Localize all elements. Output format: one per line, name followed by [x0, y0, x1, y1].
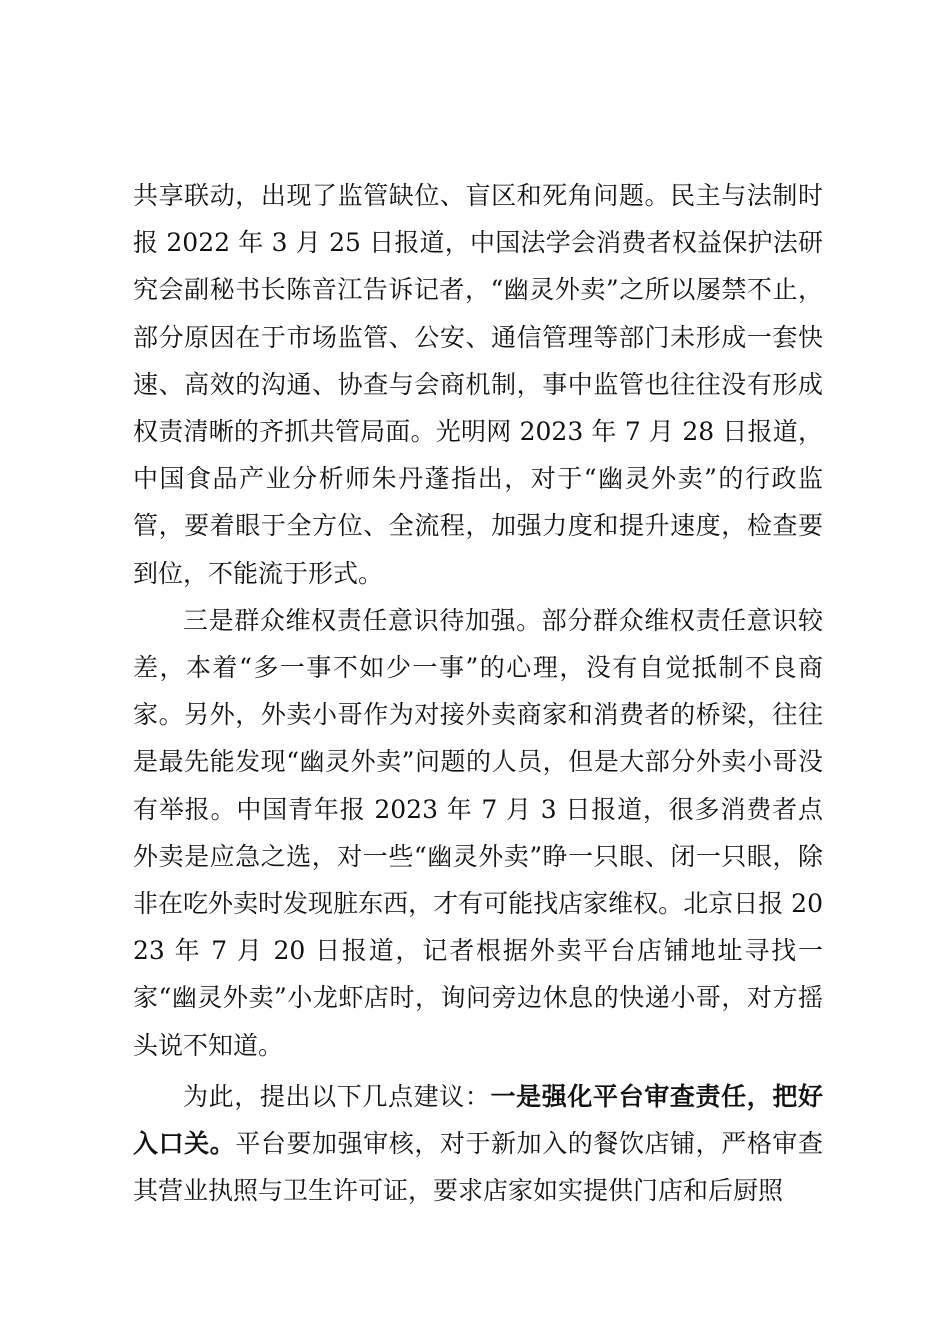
suggestion-one-heading: 一是强化平台审查责任，把好入口关。: [133, 1081, 823, 1159]
paragraph-supervision-gap: 共享联动，出现了监管缺位、盲区和死角问题。民主与法制时报 2022 年 3 月 25 日报道，中国法学会消费者权益保护法研究会副秘书长陈音江告诉记者，“幽灵外卖”之所以屡禁不止，部分原因在于市场监管、公安、通信管理等部门未形成一套快速、高效的沟通、协查与会商机制，事中监管也往往没有形成权责清晰的齐抓共管局面。光明网 2023 年 7 月 28 日报道，中国食品产业分析师朱丹蓬指出，对于“幽灵外卖”的行政监管，要着眼于全方位、全流程，加强力度和提升速度，检查要到位，不能流于形式。: [133, 181, 823, 588]
suggestion-one-text: 平台要加强审核，对于新加入的餐饮店铺，严格审查其营业执照与卫生许可证，要求店家如实提供门店和后厨照: [133, 1129, 823, 1206]
paragraph-public-awareness: 三是群众维权责任意识待加强。部分群众维权责任意识较差，本着“多一事不如少一事”的心理，没有自觉抵制不良商家。另外，外卖小哥作为对接外卖商家和消费者的桥梁，往往是最先能发现“幽灵外卖”问题的人员，但是大部分外卖小哥没有举报。中国青年报 2023 年 7 月 3 日报道，很多消费者点外卖是应急之选，对一些“幽灵外卖”睁一只眼、闭一只眼，除非在吃外卖时发现脏东西，才有可能找店家维权。北京日报 2023 年 7 月 20 日报道，记者根据外卖平台店铺地址寻找一家“幽灵外卖”小龙虾店时，询问旁边休息的快递小哥，对方摇头说不知道。: [133, 605, 823, 1060]
body-text: [133, 172, 823, 1214]
paragraph-suggestions: [133, 1073, 823, 1215]
suggestions-intro: 为此，提出以下几点建议：: [183, 1081, 491, 1111]
